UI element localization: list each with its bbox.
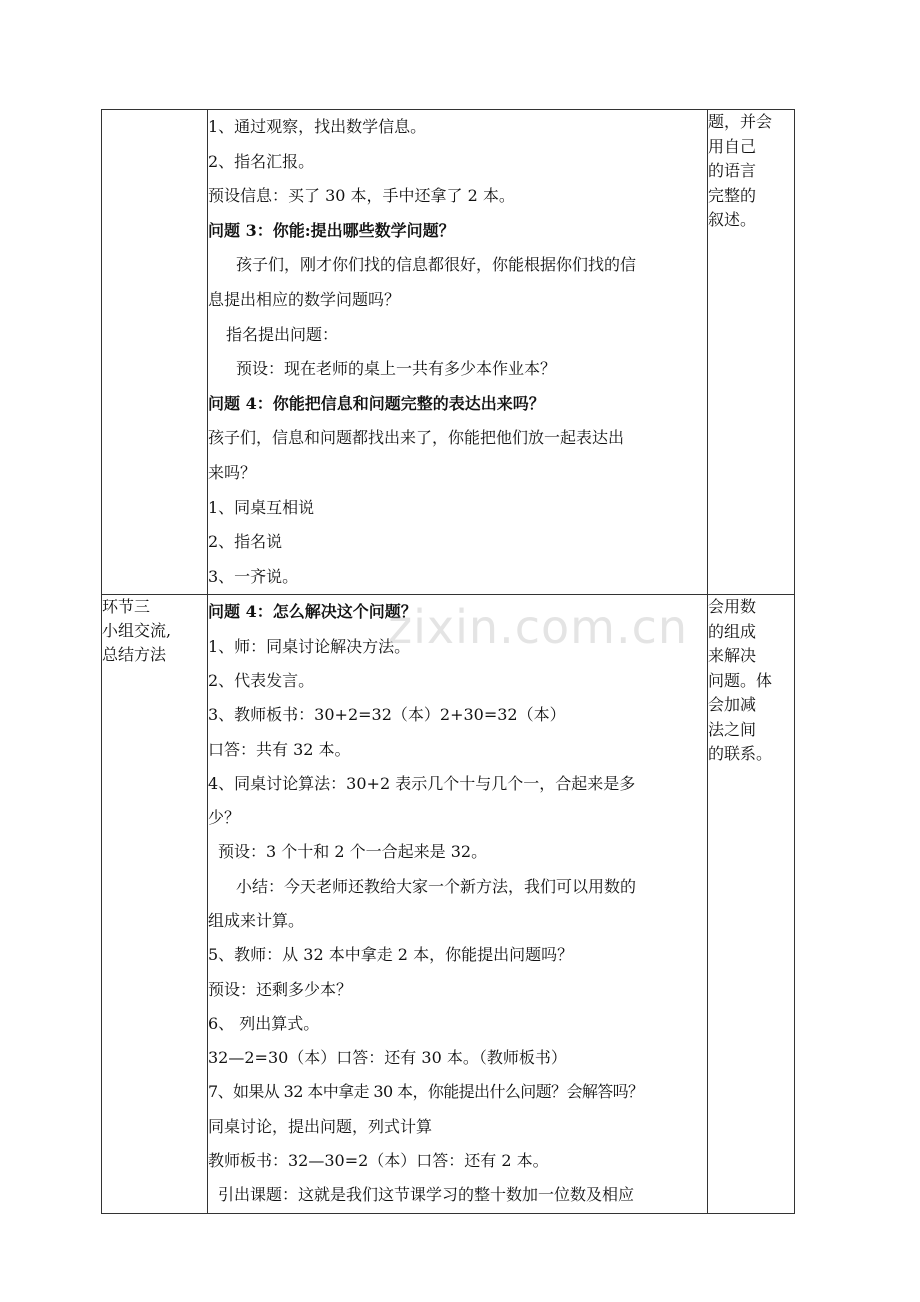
stage-cell [102, 595, 208, 1213]
text-line: 引出课题：这就是我们这节课学习的整十数加一位数及相应 [218, 1185, 635, 1205]
activity-cell [208, 110, 708, 595]
text-line: 指名提出问题： [226, 324, 339, 344]
table-row [102, 110, 795, 595]
goal-cell [708, 110, 795, 595]
goal-line: 问题。体 [708, 670, 773, 690]
text-line: 预设信息：买了 30 本，手中还拿了 2 本。 [208, 186, 515, 206]
text-line: 1、同桌互相说 [208, 497, 315, 517]
text-line: 预设：还剩多少本？ [208, 979, 353, 999]
text-line: 孩子们，信息和问题都找出来了，你能把他们放一起表达出 [208, 428, 625, 448]
text-line: 口答：共有 32 本。 [208, 739, 351, 759]
text-line: 预设：3 个十和 2 个一合起来是 32。 [218, 842, 488, 862]
goal-cell [708, 595, 795, 1213]
goal-line: 完整的 [708, 185, 757, 205]
goal-line: 的语言 [708, 161, 757, 180]
question-heading: 问题 4：你能把信息和问题完整的表达出来吗？ [208, 393, 545, 413]
text-line: 同桌讨论，提出问题，列式计算 [208, 1116, 433, 1136]
text-line: 预设：现在老师的桌上一共有多少本作业本？ [236, 359, 557, 379]
text-line: 32—2=30（本）口答：还有 30 本。（教师板书） [208, 1048, 567, 1068]
text-line: 小结：今天老师还教给大家一个新方法，我们可以用数的 [236, 876, 637, 896]
lesson-plan-table [101, 109, 795, 1214]
text-line: 组成来计算。 [208, 910, 305, 930]
goal-line: 的联系。 [708, 744, 773, 764]
question-heading: 问题 3：你能:提出哪些数学问题？ [208, 220, 455, 240]
goal-line: 会用数 [708, 597, 757, 617]
text-line: 2、指名说 [208, 532, 283, 552]
question-heading: 问题 4：怎么解决这个问题？ [208, 602, 417, 622]
stage-label: 总结方法 [102, 645, 167, 665]
goal-line: 题，并会 [708, 112, 773, 131]
watermark: zixin.com.cn [388, 600, 689, 654]
text-line: 3、教师板书：30+2=32（本）2+30=32（本） [208, 705, 566, 725]
text-line: 教师板书：32—30=2（本）口答：还有 2 本。 [208, 1151, 549, 1171]
text-line: 来吗？ [208, 462, 257, 482]
text-line: 6、 列出算式。 [208, 1013, 320, 1033]
text-line: 2、指名汇报。 [208, 151, 315, 171]
goal-line: 的组成 [708, 621, 757, 641]
table-row [102, 595, 795, 1213]
stage-cell [102, 110, 208, 595]
text-line: 5、教师：从 32 本中拿走 2 本，你能提出问题吗？ [208, 945, 574, 965]
text-line: 息提出相应的数学问题吗？ [208, 289, 401, 309]
text-line: 3、一齐说。 [208, 566, 299, 586]
goal-line: 叙述。 [708, 210, 757, 229]
text-line: 孩子们，刚才你们找的信息都很好，你能根据你们找的信 [236, 255, 637, 275]
text-line: 少？ [208, 808, 241, 828]
stage-label: 小组交流, [102, 621, 172, 641]
text-line: 1、通过观察，找出数学信息。 [208, 117, 427, 136]
stage-label: 环节三 [102, 597, 151, 617]
text-line: 1、师：同桌讨论解决方法。 [208, 636, 411, 656]
text-line: 4、同桌讨论算法：30+2 表示几个十与几个一，合起来是多 [208, 773, 636, 793]
activity-cell [208, 595, 708, 1213]
goal-line: 用自己 [708, 136, 757, 156]
goal-line: 来解决 [708, 646, 757, 666]
goal-line: 法之间 [708, 719, 757, 739]
goal-line: 会加减 [708, 695, 757, 715]
text-line: 7、如果从 32 本中拿走 30 本，你能提出什么问题？会解答吗？ [208, 1082, 644, 1102]
text-line: 2、代表发言。 [208, 670, 315, 690]
